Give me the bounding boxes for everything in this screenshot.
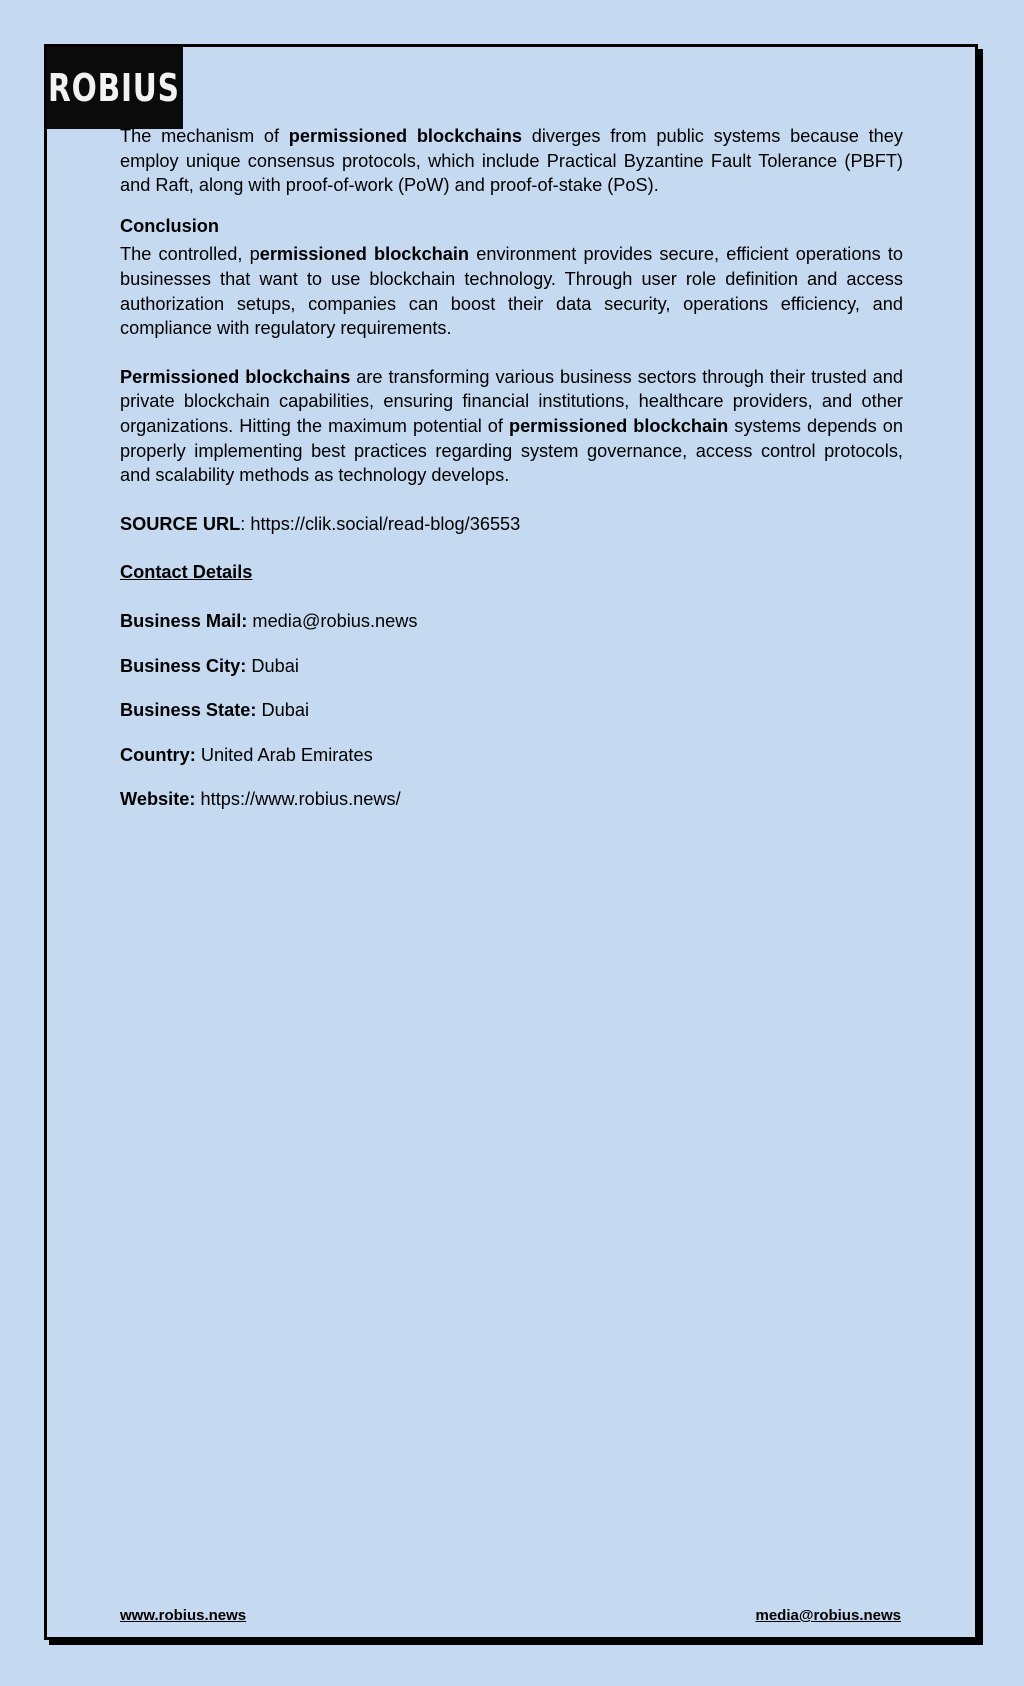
business-city: Business City: Dubai xyxy=(120,655,299,676)
conclusion-paragraph-2: Permissioned blockchains are transforming various business sectors through their trusted and private blockchain capabilities, ensuring financial institutions, healthcare providers, and other organizations. Hitting the maximum potential of permissioned blockchain systems depends on properly implementing best practices regarding system governance, access control protocols, and scalability methods as technology develops. xyxy=(120,366,904,486)
source-url: SOURCE URL: https://clik.social/read-blog/36553 xyxy=(120,513,521,534)
logo-text: ROBIUS xyxy=(48,66,180,110)
business-state: Business State: Dubai xyxy=(120,700,310,721)
website: Website: https://www.robius.news/ xyxy=(120,789,401,810)
robius-logo xyxy=(46,47,183,129)
business-mail: Business Mail: media@robius.news xyxy=(120,610,418,631)
intro-paragraph: The mechanism of permissioned blockchains diverges from public systems because they employ unique consensus protocols, which include Practical Byzantine Fault Tolerance (PBFT) and Raft, along with proof-of-work (PoW) and proof-of-stake (PoS). xyxy=(120,126,903,196)
footer-website-link[interactable]: www.robius.news xyxy=(120,1607,247,1624)
conclusion-paragraph-1: The controlled, permissioned blockchain environment provides secure, efficient operations to businesses that want to use blockchain technology. Through user role definition and access authorization setups, companies can boost their data security, operations efficiency, and compliance with regulatory requirements. xyxy=(120,244,903,339)
footer-email-link[interactable]: media@robius.news xyxy=(755,1607,901,1624)
conclusion-heading: Conclusion xyxy=(120,215,220,236)
contact-details-heading: Contact Details xyxy=(120,562,253,583)
country: Country: United Arab Emirates xyxy=(120,744,373,765)
document-body xyxy=(120,124,903,832)
